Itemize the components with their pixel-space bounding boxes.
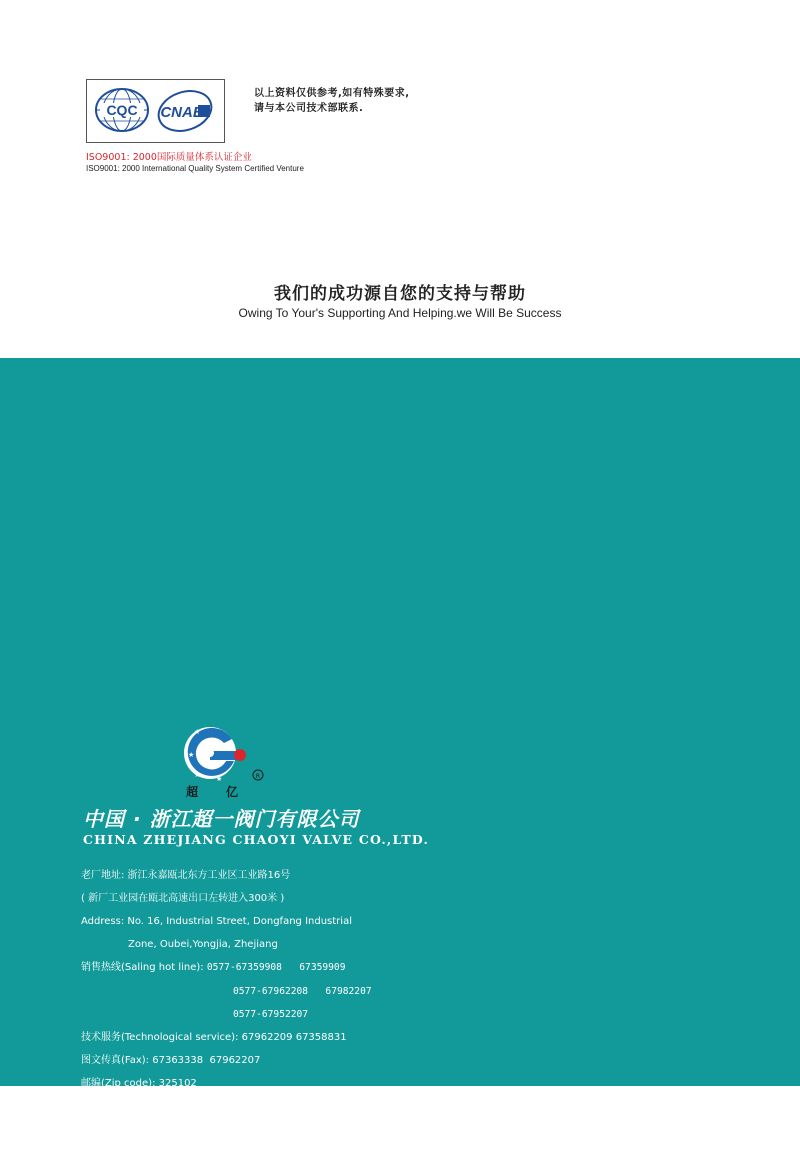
tech-service: 技术服务(Technological service): 67962209 67358831 [81, 1031, 347, 1043]
logo-char-left: 超 [186, 785, 199, 799]
old-address: 老厂地址: 浙江永嘉瓯北东方工业区工业路16号 [81, 869, 291, 881]
company-name-cn: 中国 · 浙江超一阀门有限公司 [83, 807, 360, 831]
company-logo [180, 725, 266, 801]
hotline-number-3: 0577-67952207 [233, 1008, 309, 1020]
zip-code: 邮编(Zip code): 325102 [81, 1078, 197, 1090]
svg-text:★: ★ [216, 775, 223, 783]
iso-cn-text: ISO9001: 2000国际质量体系认证企业 [86, 152, 252, 163]
fax: 图文传真(Fax): 67363338 67962207 [81, 1055, 261, 1067]
logo-char-right: 亿 [226, 785, 239, 799]
certification-note [254, 86, 410, 116]
company-name-en: CHINA ZHEJIANG CHAOYI VALVE CO.,LTD. [83, 832, 430, 847]
network-realname: 网络实名:超一蝶阀 [81, 1147, 165, 1159]
slogan-cn: 我们的成功源自您的支持与帮助 [274, 284, 526, 304]
note-line-1: 以上资料仅供参考,如有特殊要求, [254, 88, 410, 99]
hotline-row [81, 962, 372, 974]
cqc-logo-text: CQC [106, 102, 138, 118]
cnab-logo [156, 88, 214, 134]
contact-info [81, 858, 372, 1171]
email-link[interactable]: E-mail:chaoyi@chaoyi-valve.com [81, 1124, 255, 1136]
new-address: ( 新厂工业园在瓯北高速出口左转进入300米 ) [81, 892, 285, 904]
hotline-number-2: 0577-67962208 67982207 [233, 985, 372, 997]
svg-text:★: ★ [194, 728, 201, 736]
hotline-label: 销售热线(Saling hot line): [81, 962, 204, 974]
note-line-2: 请与本公司技术部联系. [254, 103, 364, 114]
iso-en-text: ISO9001: 2000 International Quality System Certified Venture [86, 164, 304, 173]
slogan-en: Owing To Your's Supporting And Helping.we Will Be Success [238, 306, 562, 320]
website-link[interactable]: http://www.chaoyi-valve.com [81, 1101, 237, 1113]
svg-text:★: ★ [188, 751, 195, 759]
address-en-2: Zone, Oubei,Yongjia, Zhejiang [128, 939, 278, 951]
top-white-section [0, 0, 800, 358]
cqc-logo [94, 86, 150, 134]
cnab-logo-text: CNAB [160, 104, 204, 121]
address-en-1: Address: No. 16, Industrial Street, Dongfang Industrial [81, 915, 352, 927]
hotline-number-1: 0577-67359908 67359909 [206, 962, 346, 974]
svg-text:★: ★ [194, 771, 201, 779]
registered-mark: R [255, 773, 261, 780]
